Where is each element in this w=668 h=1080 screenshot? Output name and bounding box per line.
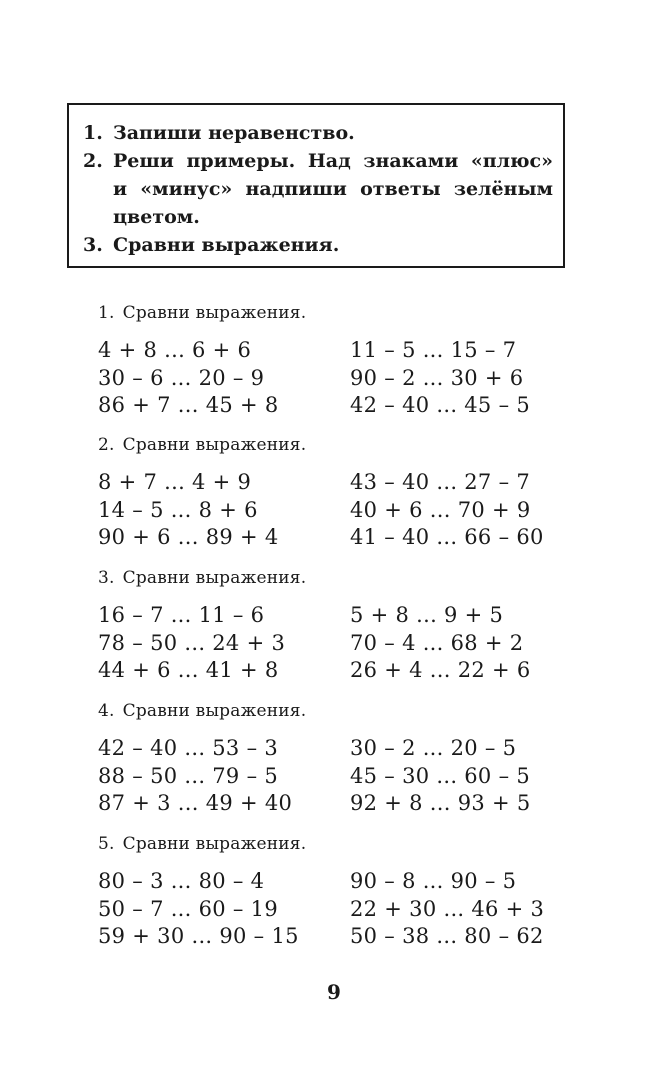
expression: 88 – 50 ... 79 – 5 [98, 763, 279, 788]
instruction-text [113, 231, 553, 259]
expression-grid [98, 337, 568, 420]
instruction-text [113, 147, 553, 231]
exercise-heading [98, 435, 568, 455]
instruction-line: и «минус» надпиши ответы зелёным [113, 178, 553, 200]
expression: 78 – 50 ... 24 + 3 [98, 630, 286, 655]
exercise-title: Сравни выражения. [122, 701, 307, 721]
exercise-number: 1. [98, 303, 115, 323]
expression: 11 – 5 ... 15 – 7 [350, 338, 517, 362]
expression: 50 – 38 ... 80 – 62 [350, 924, 544, 948]
expression: 90 – 8 ... 90 – 5 [350, 869, 517, 893]
instruction-line: цветом. [113, 206, 200, 228]
expression: 90 – 2 ... 30 + 6 [350, 365, 524, 390]
instruction-number: 3. [83, 234, 103, 256]
expression: 22 + 30 ... 46 + 3 [350, 896, 545, 921]
expression-grid [98, 868, 568, 951]
expression: 5 + 8 ... 9 + 5 [350, 603, 504, 627]
exercise-title: Сравни выражения. [122, 568, 307, 588]
exercise-heading [98, 834, 568, 854]
exercise-5 [98, 834, 568, 951]
exercise-1 [98, 303, 568, 420]
expression: 42 – 40 ... 45 – 5 [350, 393, 531, 417]
expression: 40 + 6 ... 70 + 9 [350, 497, 531, 522]
instruction-line: Реши примеры. Над знаками «плюс» [113, 150, 553, 172]
expression: 43 – 40 ... 27 – 7 [350, 470, 531, 494]
instruction-item [83, 119, 553, 147]
expression: 30 – 2 ... 20 – 5 [350, 736, 517, 760]
instructions-box [67, 103, 565, 268]
expression: 45 – 30 ... 60 – 5 [350, 763, 531, 788]
expression: 8 + 7 ... 4 + 9 [98, 470, 252, 494]
expression-grid [98, 602, 568, 685]
expression-grid [98, 735, 568, 818]
expression: 59 + 30 ... 90 – 15 [98, 924, 299, 948]
instruction-number: 2. [83, 150, 103, 172]
exercise-heading [98, 568, 568, 588]
exercise-title: Сравни выражения. [122, 435, 307, 455]
instruction-text [113, 119, 553, 147]
expression: 90 + 6 ... 89 + 4 [98, 525, 279, 549]
expression: 86 + 7 ... 45 + 8 [98, 393, 279, 417]
expression: 92 + 8 ... 93 + 5 [350, 791, 531, 815]
exercise-2 [98, 435, 568, 552]
exercise-title: Сравни выражения. [122, 303, 307, 323]
instruction-item [83, 147, 553, 231]
exercise-number: 4. [98, 701, 115, 721]
expression: 42 – 40 ... 53 – 3 [98, 736, 279, 760]
page-number: 9 [327, 980, 341, 1004]
expression: 4 + 8 ... 6 + 6 [98, 338, 252, 362]
instruction-line: Сравни выражения. [113, 234, 340, 256]
exercise-number: 3. [98, 568, 115, 588]
expression: 87 + 3 ... 49 + 40 [98, 791, 293, 815]
exercise-4 [98, 701, 568, 818]
expression: 41 – 40 ... 66 – 60 [350, 525, 544, 549]
expression: 16 – 7 ... 11 – 6 [98, 603, 265, 627]
expression-grid [98, 469, 568, 552]
expression: 80 – 3 ... 80 – 4 [98, 869, 265, 893]
exercise-number: 2. [98, 435, 115, 455]
exercise-heading [98, 303, 568, 323]
exercise-heading [98, 701, 568, 721]
exercise-3 [98, 568, 568, 685]
instruction-number: 1. [83, 122, 103, 144]
exercise-number: 5. [98, 834, 115, 854]
expression: 30 – 6 ... 20 – 9 [98, 365, 265, 390]
expression: 70 – 4 ... 68 + 2 [350, 630, 524, 655]
expression: 50 – 7 ... 60 – 19 [98, 896, 279, 921]
expression: 44 + 6 ... 41 + 8 [98, 658, 279, 682]
exercise-title: Сравни выражения. [122, 834, 307, 854]
expression: 14 – 5 ... 8 + 6 [98, 497, 258, 522]
expression: 26 + 4 ... 22 + 6 [350, 658, 531, 682]
instruction-line: Запиши неравенство. [113, 122, 355, 144]
instruction-item [83, 231, 553, 259]
